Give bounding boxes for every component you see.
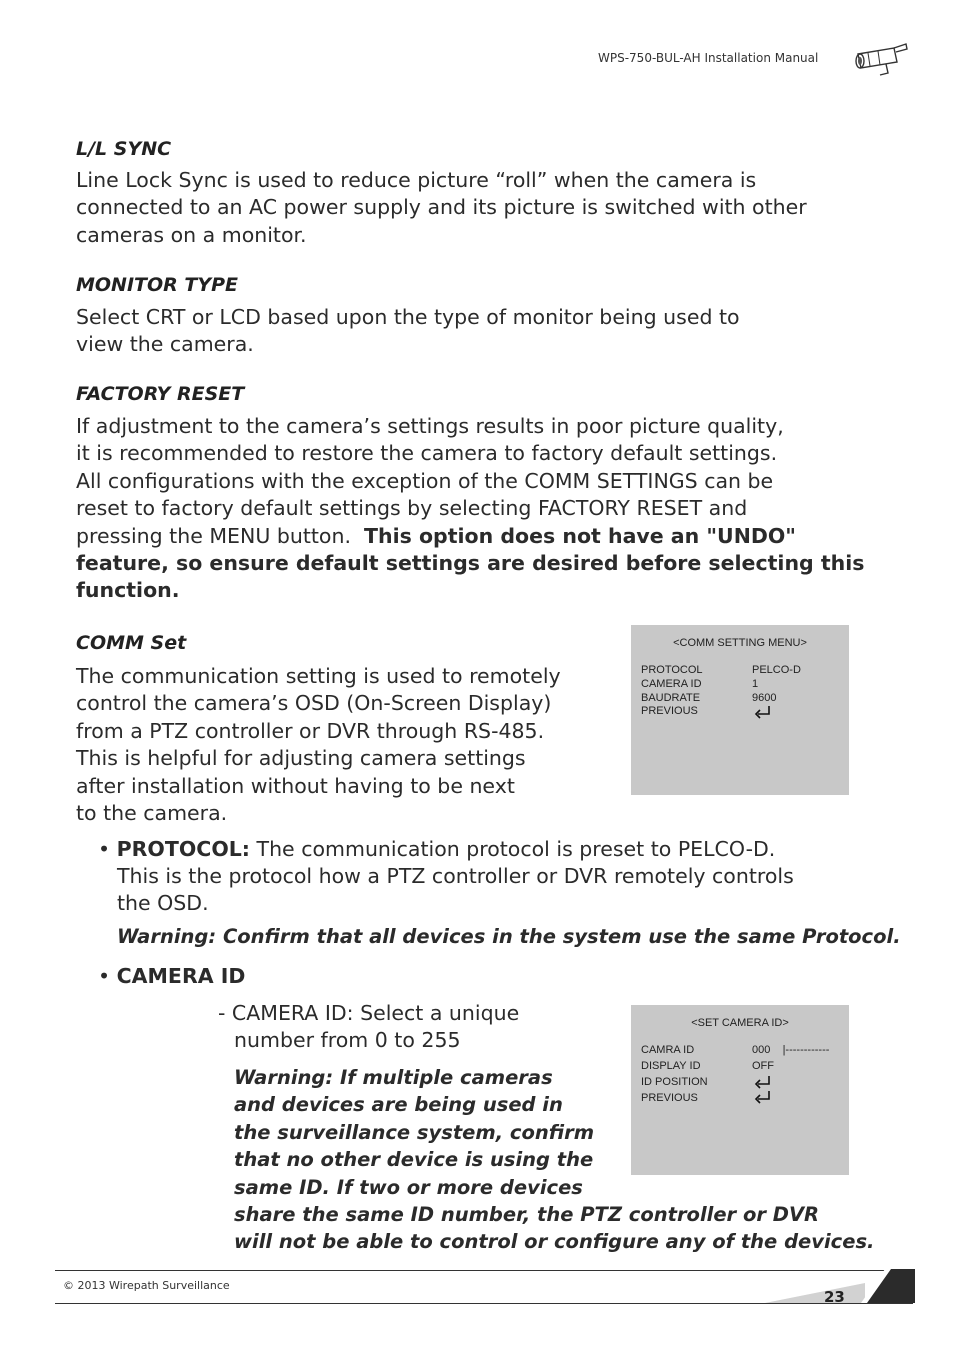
osd-value: 9600 [752, 692, 777, 704]
text-line: reset to factory default settings by selecting FACTORY RESET and [76, 496, 748, 521]
text-line: from a PTZ controller or DVR through RS-485. [76, 718, 545, 743]
llsync-paragraph [76, 167, 807, 249]
text-line: The communication setting is used to remotely [76, 664, 561, 688]
cameraid-label: CAMERA ID [116, 964, 246, 988]
osd-value: 000 |------------ [752, 1044, 830, 1056]
text-line: control the camera’s OSD (On-Screen Display) [76, 691, 552, 716]
text-line: it is recommended to restore the camera to factory default settings. [76, 441, 778, 466]
monitor-heading: MONITOR TYPE [76, 274, 239, 296]
text-line: share the same ID number, the PTZ controller or DVR [234, 1203, 820, 1227]
osd-title: <SET CAMERA ID> [691, 1017, 789, 1029]
osd-value: 1 [752, 678, 759, 690]
osd-label: PROTOCOL [641, 664, 703, 676]
text-line: All configurations with the exception of the COMM SETTINGS can be [76, 468, 774, 493]
osd-label: PREVIOUS [641, 1092, 698, 1104]
text-line: that no other device is using the [234, 1148, 594, 1172]
header-title: WPS-750-BUL-AH Installation Manual [598, 51, 819, 65]
footer-copyright: © 2013 Wirepath Surveillance [63, 1279, 230, 1292]
cameraid-bullet-item [98, 963, 245, 990]
text-line [76, 523, 864, 550]
text-line: This is the protocol how a PTZ controller or DVR remotely controls [117, 864, 794, 888]
text-line: Line Lock Sync is used to reduce picture “roll” when the camera is [76, 168, 757, 192]
osd-label: PREVIOUS [641, 705, 698, 717]
text-line: Select CRT or LCD based upon the type of monitor being used to [76, 305, 740, 329]
text-line: the OSD. [117, 891, 209, 916]
comm-paragraph [76, 663, 561, 827]
text-line: and devices are being used in [234, 1093, 563, 1117]
bullet: • [98, 964, 111, 988]
text-line: after installation without having to be next [76, 773, 515, 798]
text-line: cameras on a monitor. [76, 222, 307, 247]
comm-heading: COMM Set [76, 632, 187, 654]
osd-label: CAMRA ID [641, 1044, 695, 1056]
protocol-warning: Warning: Confirm that all devices in the system use the same Protocol. [117, 925, 901, 948]
text-line: same ID. If two or more devices [234, 1175, 583, 1199]
bullet: • [98, 837, 111, 861]
osd-title: <COMM SETTING MENU> [673, 637, 807, 649]
text-normal: pressing the MENU button. [76, 523, 351, 548]
factory-heading: FACTORY RESET [76, 383, 245, 405]
protocol-text: The communication protocol is preset to PELCO-D. [256, 837, 776, 861]
osd-value: OFF [752, 1060, 774, 1072]
text-line: This is helpful for adjusting camera settings [76, 746, 526, 771]
text-line: feature, so ensure default settings are desired before selecting this [76, 551, 865, 576]
text-line: will not be able to control or configure any of the devices. [234, 1230, 875, 1254]
osd-label: DISPLAY ID [641, 1060, 701, 1072]
factory-paragraph [76, 413, 864, 605]
enter-return-icon [754, 1090, 772, 1104]
cameraid-desc-line2: number from 0 to 255 [234, 1028, 461, 1052]
text-line [98, 963, 245, 990]
text-line: If adjustment to the camera’s settings results in poor picture quality, [76, 414, 784, 438]
bullet-camera-icon [850, 40, 910, 80]
enter-return-icon [754, 705, 772, 719]
cameraid-desc-line1: - CAMERA ID: Select a unique [218, 1001, 520, 1025]
text-line: connected to an AC power supply and its picture is switched with other [76, 195, 807, 220]
llsync-heading: L/L SYNC [76, 138, 172, 160]
osd-set-camera-id-menu [631, 1005, 849, 1175]
text-line: the surveillance system, confirm [234, 1120, 595, 1144]
protocol-label: PROTOCOL: [116, 837, 251, 861]
text-line: to the camera. [76, 801, 228, 826]
text-line: view the camera. [76, 332, 254, 357]
undo-warning: This option does not have an "UNDO" [364, 523, 796, 548]
osd-label: CAMERA ID [641, 678, 702, 690]
text-line: function. [76, 578, 180, 603]
text-line: Warning: If multiple cameras [234, 1066, 553, 1089]
osd-comm-setting-menu [631, 625, 849, 795]
protocol-description [117, 863, 794, 918]
text-line [98, 836, 775, 863]
osd-label: BAUDRATE [641, 692, 701, 704]
protocol-bullet-item [98, 836, 775, 863]
page-number: 23 [824, 1288, 845, 1306]
enter-return-icon [754, 1075, 772, 1089]
monitor-paragraph [76, 304, 740, 359]
osd-value: PELCO-D [752, 664, 801, 676]
osd-label: ID POSITION [641, 1076, 708, 1088]
